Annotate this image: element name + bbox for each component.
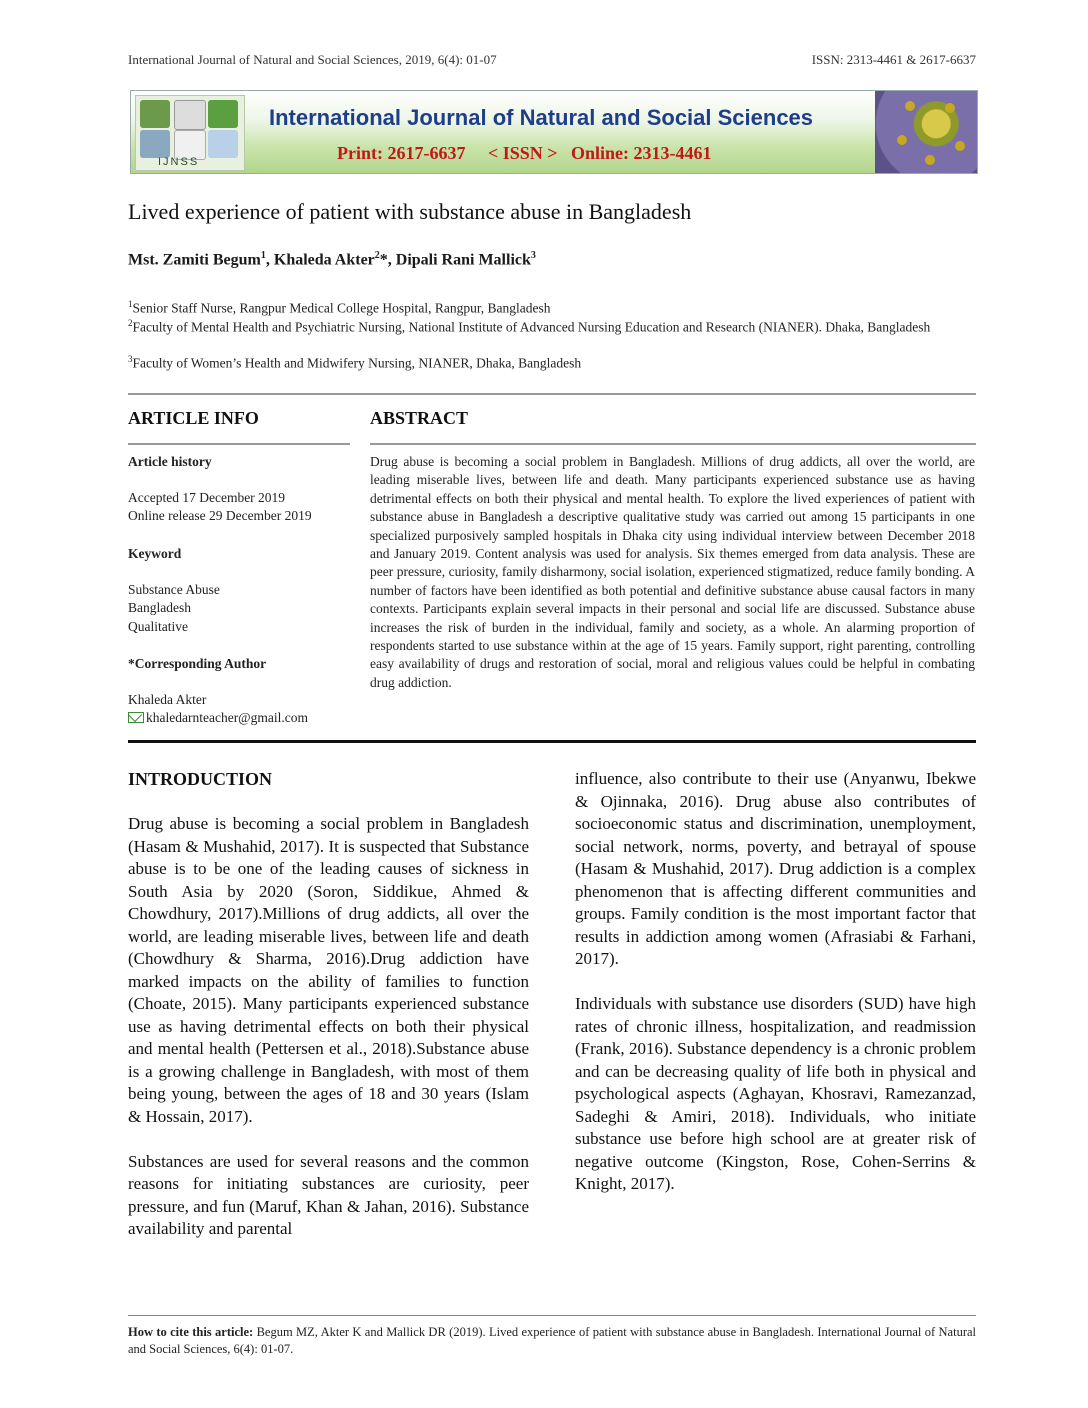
article-info-heading: ARTICLE INFO (128, 408, 259, 428)
running-header (128, 52, 976, 68)
corresponding-email[interactable] (128, 709, 353, 727)
author-name: Mst. Zamiti Begum (128, 251, 261, 269)
affiliation: $^3$Faculty of Women’s Health and Midwifery Nursing, NIANER, Dhaka, Bangladesh (128, 354, 582, 371)
virus-illustration (875, 91, 977, 173)
accepted-date: Accepted 17 December 2019 (128, 490, 286, 505)
keyword-item: Qualitative (128, 619, 188, 634)
journal-logo (135, 95, 245, 171)
author-list: Mst. Zamiti Begum$^1$, Khaleda Akter$^2$*, Dipali Rani Mallick$^3$ (128, 250, 536, 269)
body-paragraph: influence, also contribute to their use (Anyanwu, Ibekwe & Ojinnaka, 2016). Drug abuse also contributes of socioeconomic status and discrimination, unemployment, social network, norms, poverty, and betrayal of spouse (Hasam & Mushahid, 2017). Drug addiction is a complex phenomenon that is affecting different communities and groups. Family condition is the most important factor that results in addiction among women (Afrasiabi & Farhani, 2017). (575, 769, 976, 968)
divider (128, 443, 350, 445)
body-left-column (128, 813, 529, 1263)
journal-banner (130, 90, 978, 174)
corresponding-author-label: *Corresponding Author (128, 656, 267, 671)
citation-label: How to cite this article: (128, 1325, 254, 1339)
keyword-label: Keyword (128, 546, 182, 561)
introduction-heading: INTRODUCTION (128, 769, 273, 789)
mail-icon (128, 712, 144, 723)
divider (128, 393, 976, 395)
logo-text: IJNSS (158, 156, 200, 168)
online-release-date: Online release 29 December 2019 (128, 508, 312, 523)
journal-reference: International Journal of Natural and Social Sciences, 2019, 6(4): 01-07 (128, 52, 497, 67)
author-name: Dipali Rani Mallick (395, 251, 531, 269)
affiliation: $^1$Senior Staff Nurse, Rangpur Medical College Hospital, Rangpur, Bangladesh (128, 299, 551, 316)
affiliation: $^2$Faculty of Mental Health and Psychiatric Nursing, National Institute of Advanced Nursing Education and Research (NIANER). Dhaka, Bangladesh (128, 318, 931, 335)
divider (370, 443, 976, 445)
author-name: Khaleda Akter (273, 251, 375, 269)
abstract-text: Drug abuse is becoming a social problem in Bangladesh. Millions of drug addicts, all over the world, are leading miserable lives, between life and death. Many participants experienced substance use as having detrimental effects on both their physical and mental health. To explore the lived experiences of patient with substance abuse in Bangladesh a descriptive qualitative study was carried out among 15 participants in one specialized purposively sampled hospitals in Dhaka city using individual interview between December 2018 and January 2019. Content analysis was used for analysis. Six themes emerged from data analysis. These are peer pressure, curiosity, family disharmony, social isolation, experienced stigmatized, reduce family bonding. A number of factors have been identified as both potential and definitive substance abuse causal factors in many contexts. Participants explain several impacts in their personal and social life are discussed. Substance abuse increases the risk of burden in the individual, family and society, as a whole. An alarming proportion of respondents started to use substance within at the age of 15 years. Family support, right parenting, controlling easy availability of drugs and restoration of social, moral and religious values could be helpful in combating drug addiction. (370, 454, 975, 690)
citation-text: Begum MZ, Akter K and Mallick DR (2019). Lived experience of patient with substance abuse in Bangladesh. International Journal of Natural and Social Sciences, 6(4): 01-07. (128, 1325, 976, 1356)
keyword-item: Substance Abuse (128, 582, 220, 597)
body-right-column (575, 768, 976, 1218)
issn-header: ISSN: 2313-4461 & 2617-6637 (811, 52, 976, 67)
article-title: Lived experience of patient with substance abuse in Bangladesh (128, 199, 692, 224)
abstract-heading: ABSTRACT (370, 408, 469, 428)
body-paragraph: Drug abuse is becoming a social problem in Bangladesh (Hasam & Mushahid, 2017). It is suspected that Substance abuse is to be one of the leading causes of sickness in South Asia by 2020 (Soron, Siddikue, Ahmed & Chowdhury, 2017).Millions of drug addicts, all over the world, are leading miserable lives, between life and death (Chowdhury & Sharma, 2016).Drug addiction have marked impacts on the ability of families to function (Choate, 2015). Many participants experienced substance use as having detrimental effects on both their physical and mental health (Pettersen et al., 2018).Substance abuse is a growing challenge in Bangladesh, with most of them being young, between the ages of 18 and 30 years (Islam & Hossain, 2017). (128, 814, 529, 1126)
banner-journal-name: International Journal of Natural and Social Sciences (269, 105, 814, 130)
citation (128, 1324, 976, 1358)
banner-issn-line: Print: 2617-6637 < ISSN > Online: 2313-4461 (337, 143, 712, 163)
divider (128, 740, 976, 743)
article-history-label: Article history (128, 454, 212, 469)
keyword-item: Bangladesh (128, 600, 191, 615)
body-paragraph: Substances are used for several reasons and the common reasons for initiating substances are curiosity, peer pressure, and fun (Maruf, Khan & Jahan, 2016). Substance availability and parental (128, 1151, 529, 1238)
body-paragraph: Individuals with substance use disorders (SUD) have high rates of chronic illness, hospitalization, and readmission (Frank, 2016). Substance dependency is a chronic problem and can be decreasing quality of life both in physical and psychological aspects (Aghayan, Khosravi, Ramezanzad, Sadeghi & Amiri, 2018). Individuals, who initiate substance use before high school are at greater risk of negative outcome (Kingston, Rose, Cohen-Serrins & Knight, 2017). (575, 994, 976, 1193)
footer-divider (128, 1315, 976, 1316)
email-link[interactable]: khaledarnteacher@gmail.com (146, 710, 308, 725)
corresponding-author-name: Khaleda Akter (128, 692, 207, 707)
